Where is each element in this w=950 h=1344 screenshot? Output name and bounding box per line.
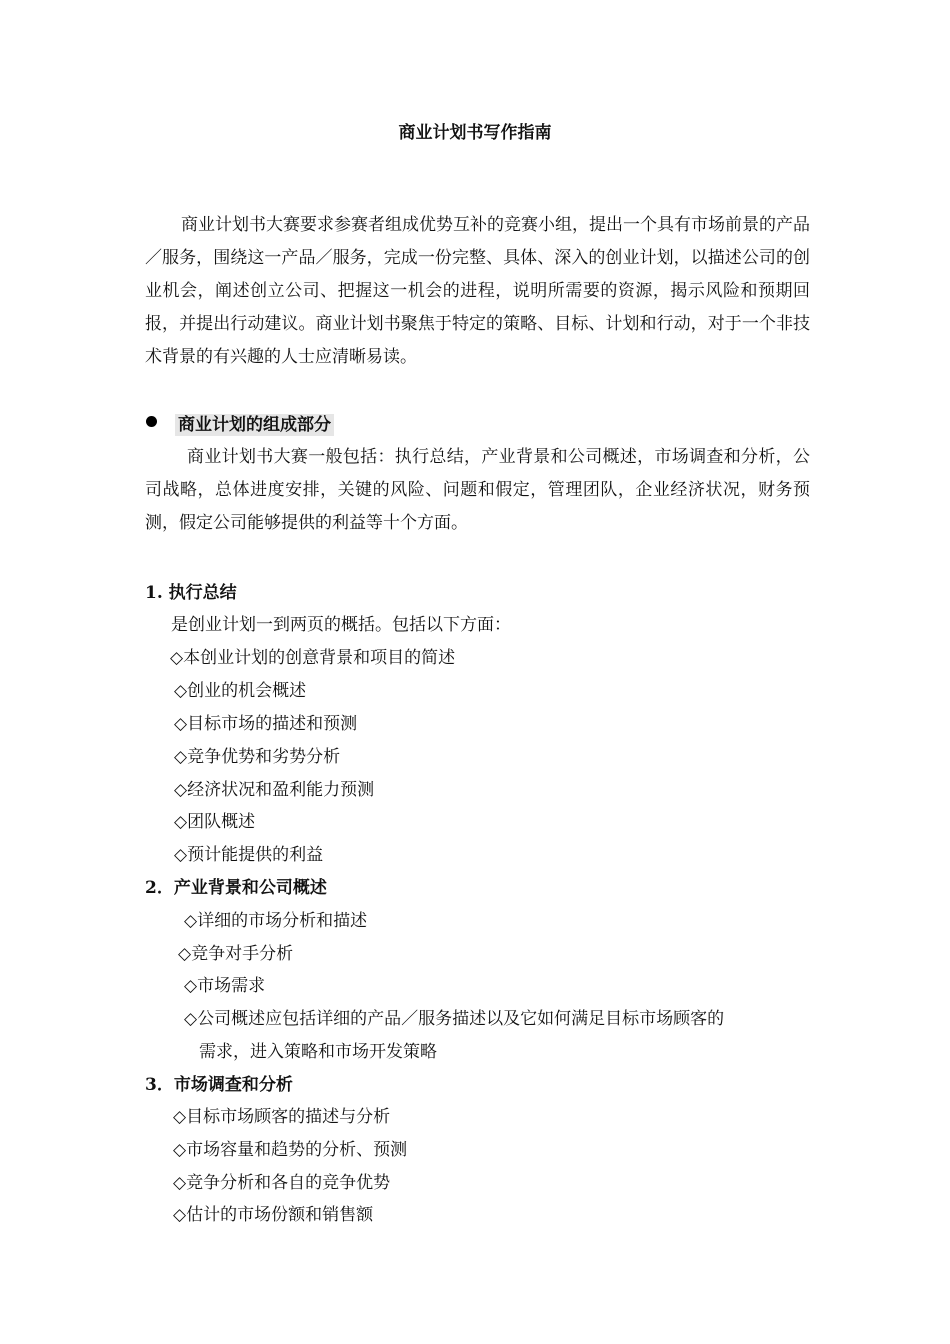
list-item: ◇竞争优势和劣势分析 [174, 747, 341, 767]
list-item: ◇团队概述 [174, 812, 256, 832]
list-item: ◇经济状况和盈利能力预测 [174, 780, 375, 800]
document-title: 商业计划书写作指南 [398, 123, 552, 143]
list-item: ◇市场容量和趋势的分析、预测 [173, 1140, 408, 1160]
list-item: ◇公司概述应包括详细的产品／服务描述以及它如何满足目标市场顾客的 [184, 1009, 725, 1029]
list-item: ◇预计能提供的利益 [174, 845, 324, 865]
components-paragraph: 商业计划书大赛一般包括：执行总结，产业背景和公司概述，市场调查和分析，公司战略，总体进度安排，关键的风险、问题和假定，管理团队，企业经济状况，财务预测，假定公司能够提供的利益等十个方面。 [145, 447, 810, 533]
list-item-continued: 需求，进入策略和市场开发策略 [199, 1042, 437, 1062]
intro-paragraph: 商业计划书大赛要求参赛者组成优势互补的竞赛小组，提出一个具有市场前景的产品／服务，围绕这一产品／服务，完成一份完整、具体、深入的创业计划，以描述公司的创业机会，阐述创立公司、把握这一机会的进程，说明所需要的资源，揭示风险和预期回报，并提出行动建议。商业计划书聚焦于特定的策略、目标、计划和行动，对于一个非技术背景的有兴趣的人士应清晰易读。 [145, 215, 810, 367]
section-1-heading: 1. 执行总结 [145, 583, 237, 603]
bullet-dot-icon [146, 416, 157, 427]
list-item: ◇本创业计划的创意背景和项目的简述 [170, 648, 456, 668]
list-item: ◇创业的机会概述 [174, 681, 307, 701]
list-item: ◇竞争对手分析 [178, 944, 294, 964]
section-2-heading: 2．产业背景和公司概述 [145, 878, 327, 898]
list-item: ◇详细的市场分析和描述 [184, 911, 368, 931]
section-1-desc: 是创业计划一到两页的概括。包括以下方面： [171, 615, 511, 635]
components-heading: 商业计划的组成部分 [175, 410, 334, 435]
list-item: ◇目标市场的描述和预测 [174, 714, 358, 734]
list-item: ◇竞争分析和各自的竞争优势 [173, 1173, 391, 1193]
list-item: ◇市场需求 [184, 976, 266, 996]
list-item: ◇估计的市场份额和销售额 [173, 1205, 374, 1225]
section-3-heading: 3．市场调查和分析 [145, 1075, 293, 1095]
list-item: ◇目标市场顾客的描述与分析 [173, 1107, 391, 1127]
